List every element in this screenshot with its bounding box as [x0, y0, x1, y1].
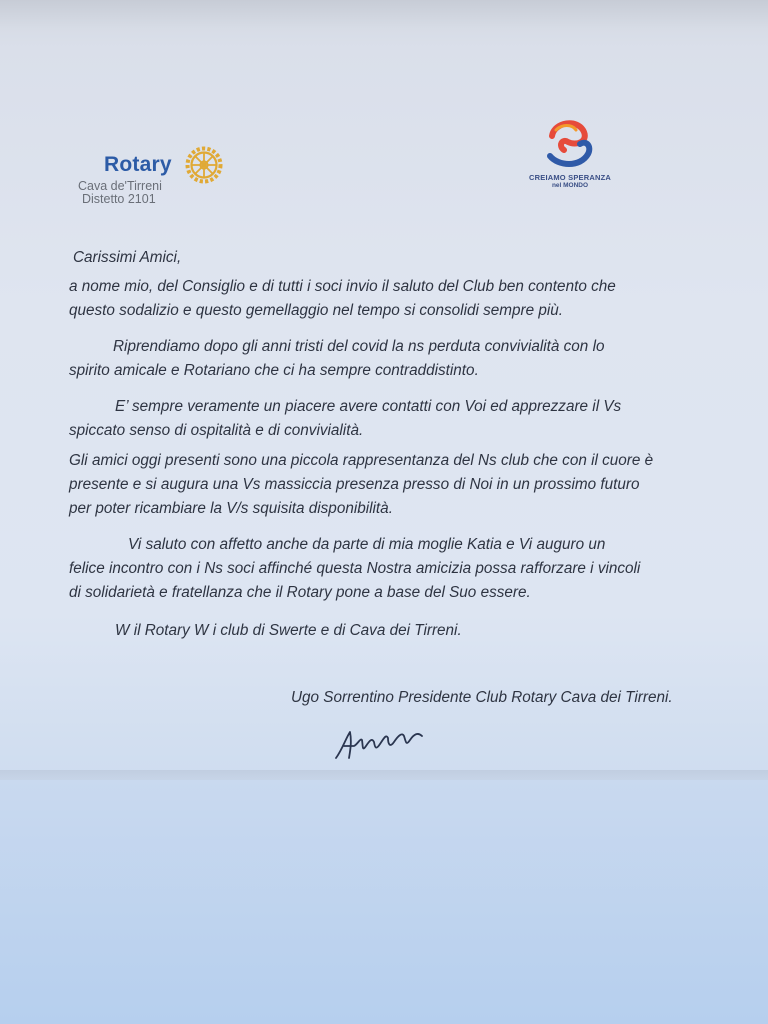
- campaign-title: CREIAMO SPERANZA: [529, 173, 611, 182]
- letter-line: di solidarietà e fratellanza che il Rotary pone a base del Suo essere.: [69, 584, 531, 601]
- letter-line: Gli amici oggi presenti sono una piccola rappresentanza del Ns club che con il cuore è: [69, 452, 654, 469]
- letter-line: W il Rotary W i club di Swerte e di Cava dei Tirreni.: [115, 622, 462, 639]
- letter-line: Vi saluto con affetto anche da parte di mia moglie Katia e Vi auguro un: [128, 536, 606, 553]
- letter-closing: Ugo Sorrentino Presidente Club Rotary Cava dei Tirreni.: [291, 689, 673, 706]
- rotary-wheel-icon: [178, 145, 226, 185]
- paper-fold-top: [0, 0, 768, 48]
- letter-line: presente e si augura una Vs massiccia presenza presso di Noi in un prossimo futuro: [69, 476, 640, 493]
- paper-lower-fold: [0, 780, 768, 1024]
- campaign-subtitle: nel MONDO: [551, 182, 589, 189]
- letter-line: E’ sempre veramente un piacere avere contatti con Voi ed apprezzare il Vs: [115, 398, 622, 415]
- handwritten-signature: [332, 724, 428, 764]
- letter-line: a nome mio, del Consiglio e di tutti i soci invio il saluto del Club ben contento che: [69, 278, 616, 295]
- letter-line: spiccato senso di ospitalità e di convivialità.: [69, 422, 364, 439]
- letter-line: questo sodalizio e questo gemellaggio nel tempo si consolidi sempre più.: [69, 302, 564, 319]
- letter-line: per poter ricambiare la V/s squisita disponibilità.: [69, 500, 393, 517]
- letter-line: Riprendiamo dopo gli anni tristi del covid la ns perduta convivialità con lo: [113, 338, 605, 355]
- rotary-logo: [78, 145, 238, 207]
- letter-salutation: Carissimi Amici,: [73, 249, 182, 266]
- letter-line: felice incontro con i Ns soci affinché questa Nostra amicizia possa rafforzare i vincoli: [69, 560, 641, 577]
- rotary-club-name: Cava de'Tirreni: [78, 179, 162, 193]
- letter-line: spirito amicale e Rotariano che ci ha sempre contraddistinto.: [69, 362, 479, 379]
- rotary-district: Distetto 2101: [82, 192, 156, 206]
- creiamo-speranza-logo: [520, 116, 620, 196]
- rotary-wordmark: Rotary: [104, 153, 172, 176]
- hope-swirl-icon: [540, 116, 596, 172]
